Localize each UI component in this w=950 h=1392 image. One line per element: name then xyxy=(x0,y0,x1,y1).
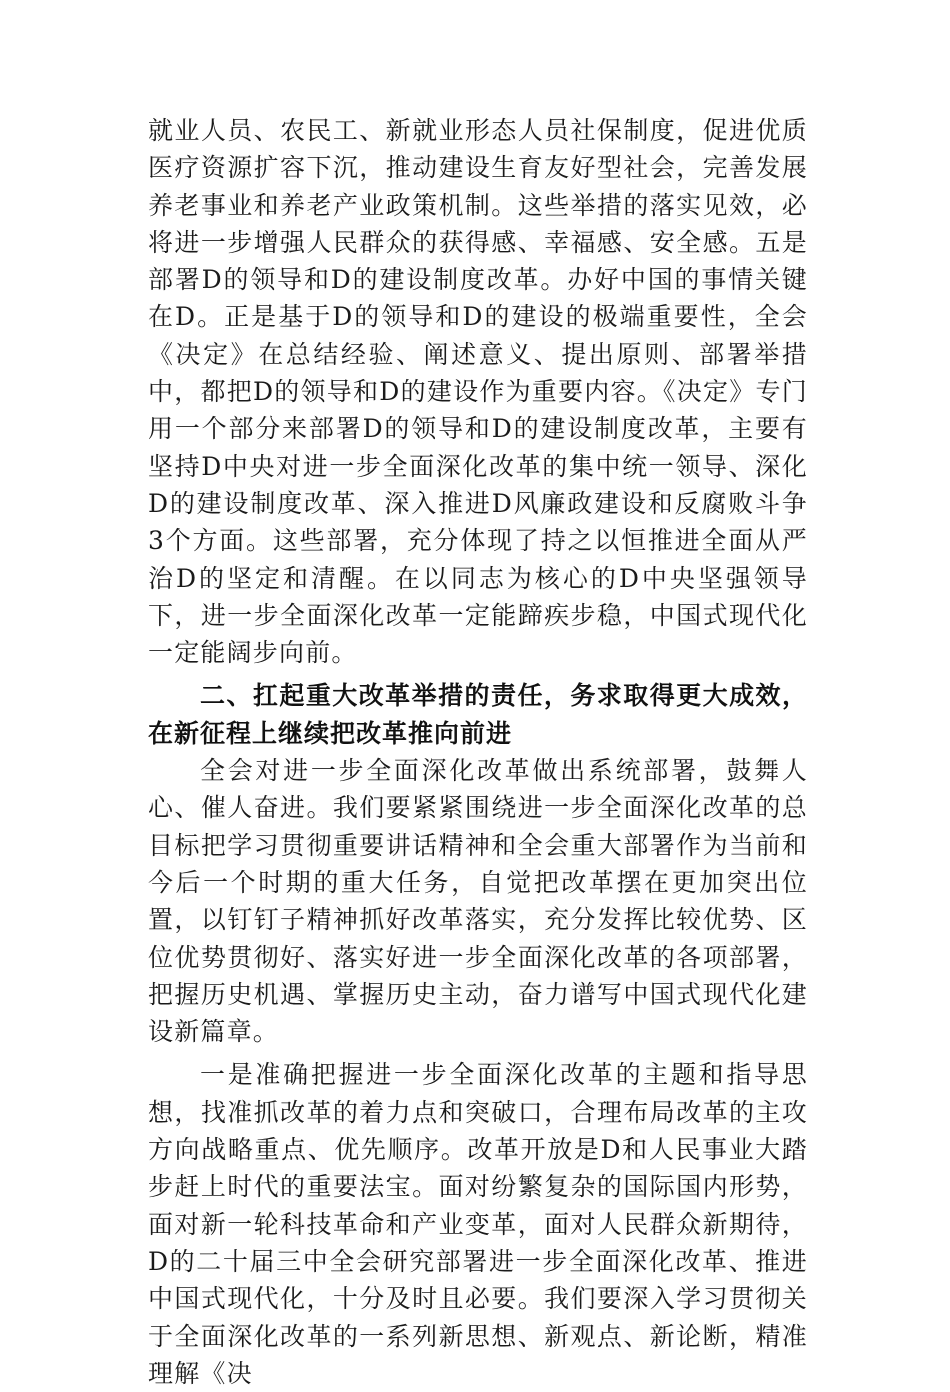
body-paragraph: 全会对进一步全面深化改革做出系统部署，鼓舞人心、催人奋进。我们要紧紧围绕进一步全面深化改革的总目标把学习贯彻重要讲话精神和全会重大部署作为当前和今后一个时期的重大任务，自觉把改革摆在更加突出位置，以钉钉子精神抓好改革落实，充分发挥比较优势、区位优势贯彻好、落实好进一步全面深化改革的各项部署，把握历史机遇、掌握历史主动，奋力谱写中国式现代化建设新篇章。 xyxy=(148,756,808,1047)
body-paragraph-continued: 就业人员、农民工、新就业形态人员社保制度，促进优质医疗资源扩容下沉，推动建设生育友好型社会，完善发展养老事业和养老产业政策机制。这些举措的落实见效，必将进一步增强人民群众的获得感、幸福感、安全感。五是部署D的领导和D的建设制度改革。办好中国的事情关键在D。正是基于D的领导和D的建设的极端重要性，全会《决定》在总结经验、阐述意义、提出原则、部署举措中，都把D的领导和D的建设作为重要内容。《决定》专门用一个部分来部署D的领导和D的建设制度改革，主要有坚持D中央对进一步全面深化改革的集中统一领导、深化D的建设制度改革、深入推进D风廉政建设和反腐败斗争3个方面。这些部署，充分体现了持之以恒推进全面从严治D的坚定和清醒。在以同志为核心的D中央坚强领导下，进一步全面深化改革一定能蹄疾步稳，中国式现代化一定能阔步向前。 xyxy=(148,116,808,668)
document-body xyxy=(148,112,808,1392)
body-paragraph: 一是准确把握进一步全面深化改革的主题和指导思想，找准抓改革的着力点和突破口，合理布局改革的主攻方向战略重点、优先顺序。改革开放是D和人民事业大踏步赶上时代的重要法宝。面对纷繁复杂的国际国内形势，面对新一轮科技革命和产业变革，面对人民群众新期待，D的二十届三中全会研究部署进一步全面深化改革、推进中国式现代化，十分及时且必要。我们要深入学习贯彻关于全面深化改革的一系列新思想、新观点、新论断，精准理解《决 xyxy=(148,1060,808,1388)
section-heading: 二、扛起重大改革举措的责任，务求取得更大成效，在新征程上继续把改革推向前进 xyxy=(148,681,808,748)
